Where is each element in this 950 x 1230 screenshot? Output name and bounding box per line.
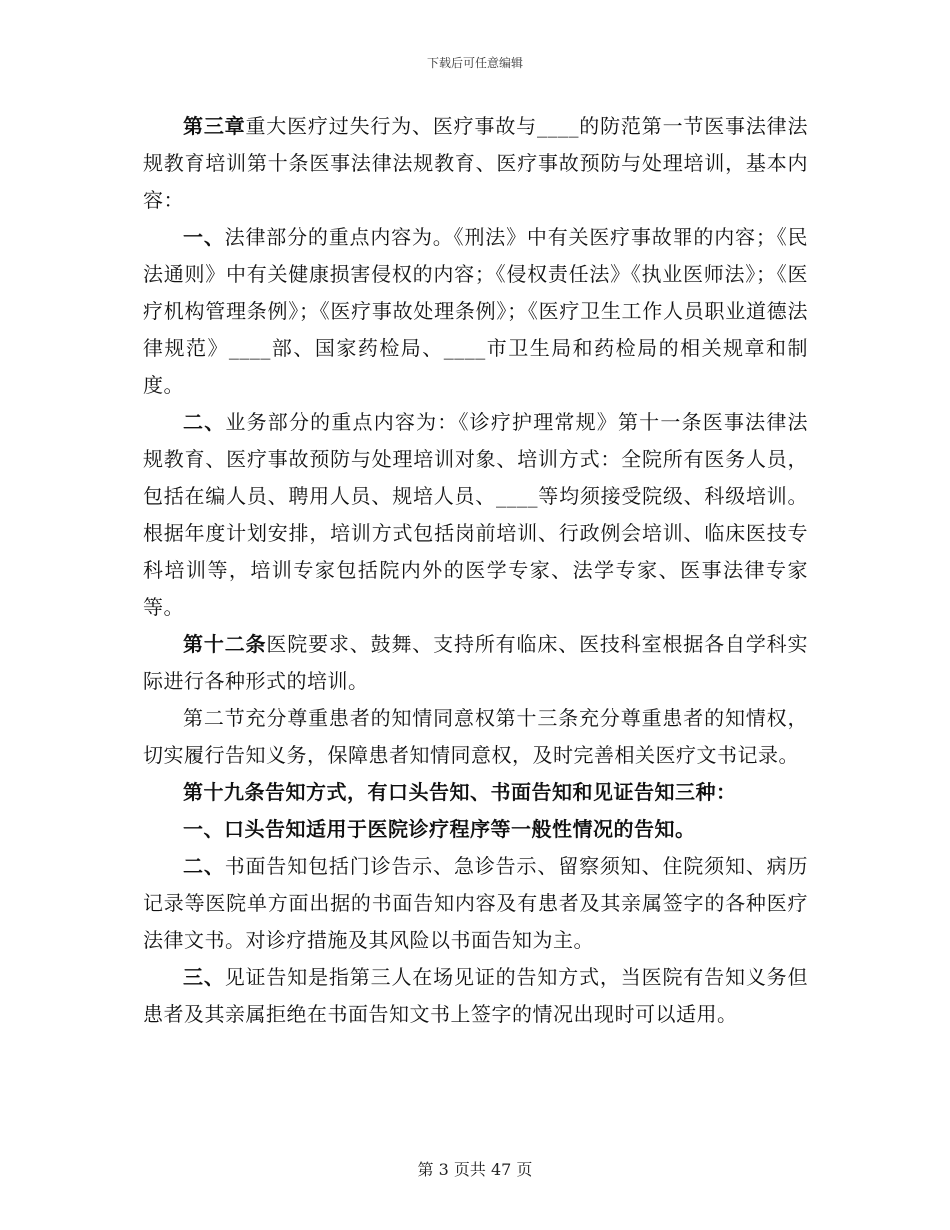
- page-header-note: 下载后可任意编辑: [426, 56, 523, 70]
- list-marker: 二、: [183, 410, 226, 434]
- paragraph-oral-notice: 一、口头告知适用于医院诊疗程序等一般性情况的告知。: [183, 817, 696, 841]
- paragraph-text: 法律部分的重点内容为。《刑法》中有关医疗事故罪的内容；《民法通则》中有关健康损害侵权的内容；《侵权责任法》《执业医师法》；《医疗机构管理条例》；《医疗事故处理条例》；《医疗卫生工作人员职业道德法律规范》____部、国家药检局、____市卫生局和药检局的相关规章和制度。: [143, 225, 809, 397]
- paragraph-article-12: [143, 626, 808, 700]
- paragraph-business-section: [143, 404, 808, 626]
- page-number: 第 3 页共 47 页: [417, 1160, 533, 1179]
- paragraph-text: 书面告知包括门诊告示、急诊告示、留察须知、住院须知、病历记录等医院单方面出据的书面告知内容及有患者及其亲属签字的各种医疗法律文书。对诊疗措施及其风险以书面告知为主。: [143, 854, 809, 952]
- document-body: [143, 108, 808, 1033]
- paragraph-law-section: [143, 219, 808, 404]
- paragraph-text: 业务部分的重点内容为：《诊疗护理常规》第十一条医事法律法规教育、医疗事故预防与处理培训对象、培训方式：全院所有医务人员，包括在编人员、聘用人员、规培人员、____等均须接受院级、科级培训。根据年度计划安排，培训方式包括岗前培训、行政例会培训、临床医技专科培训等，培训专家包括院内外的医学专家、法学专家、医事法律专家等。: [143, 410, 809, 619]
- paragraph-text: 医院要求、鼓舞、支持所有临床、医技科室根据各自学科实际进行各种形式的培训。: [143, 632, 809, 693]
- paragraph-text: 见证告知是指第三人在场见证的告知方式，当医院有告知义务但患者及其亲属拒绝在书面告知文书上签字的情况出现时可以适用。: [143, 965, 809, 1026]
- paragraph-written-notice: [143, 848, 808, 959]
- list-marker: 一、: [183, 225, 225, 249]
- paragraph-witness-notice: [143, 959, 808, 1033]
- paragraph-text: 重大医疗过失行为、医疗事故与____的防范第一节医事法律法规教育培训第十条医事法律法规教育、医疗事故预防与处理培训，基本内容：: [143, 114, 809, 212]
- paragraph-section-2: 第二节充分尊重患者的知情同意权第十三条充分尊重患者的知情权，切实履行告知义务，保障患者知情同意权，及时完善相关医疗文书记录。: [143, 706, 808, 767]
- paragraph-article-19: 第十九条告知方式，有口头告知、书面告知和见证告知三种：: [183, 780, 737, 804]
- list-marker: 三、: [183, 965, 225, 989]
- list-marker: 二、: [183, 854, 225, 878]
- chapter-heading: 第三章: [183, 114, 246, 138]
- paragraph-chapter-3: [143, 108, 808, 219]
- article-heading: 第十二条: [183, 632, 267, 656]
